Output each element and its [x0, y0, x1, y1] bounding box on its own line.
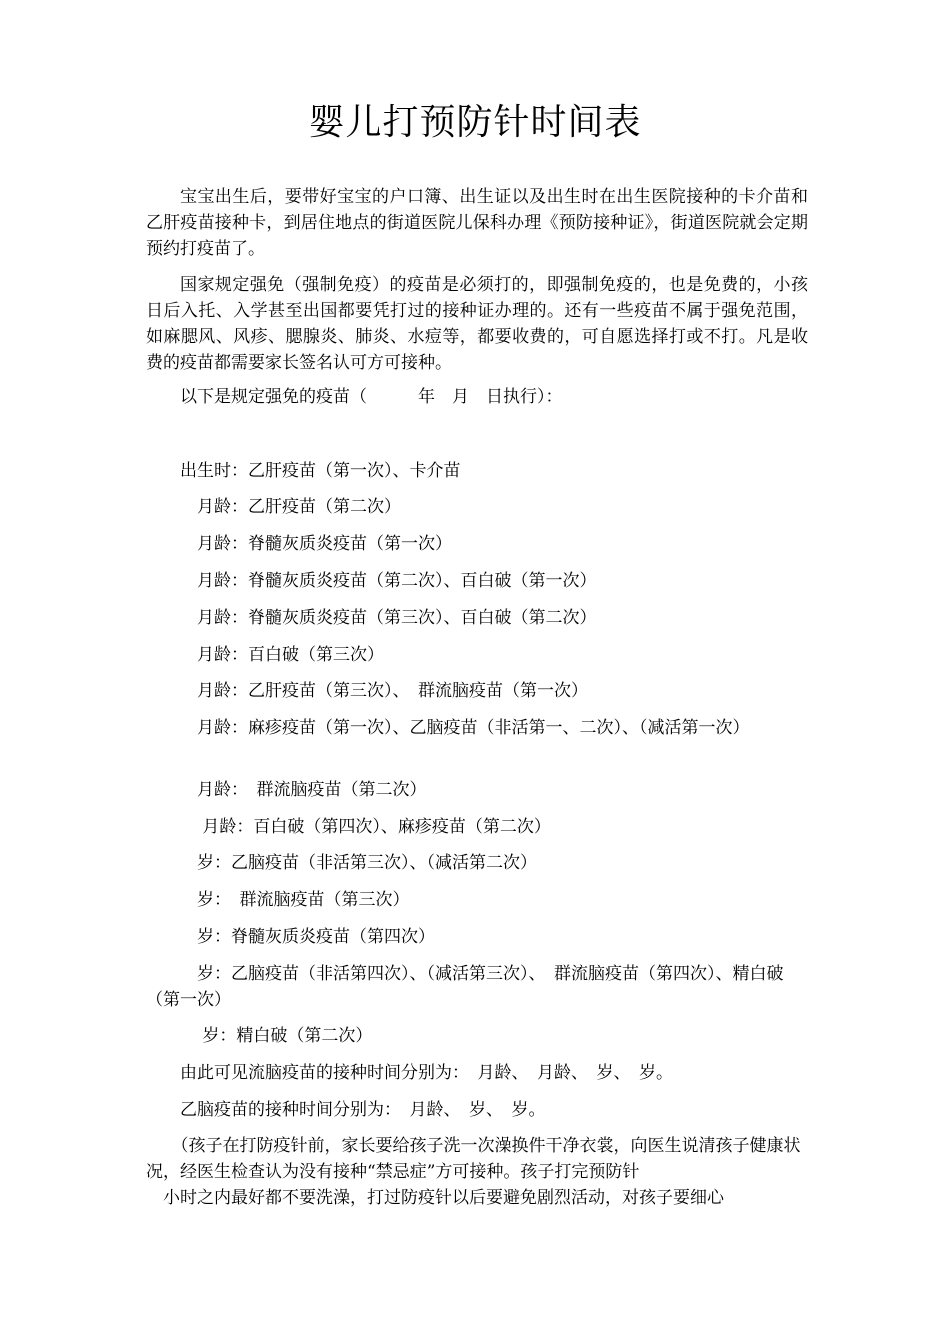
- note-paragraph: （孩子在打防疫针前，家长要给孩子洗一次澡换件干净衣裳，向医生说清孩子健康状况，经医生检查认为没有接种“禁忌症”方可接种。孩子打完预防针: [146, 1136, 801, 1182]
- schedule-item: 岁： 群流脑疫苗（第三次）: [146, 890, 410, 910]
- schedule-item: 月龄：百白破（第四次）、麻疹疫苗（第二次）: [146, 817, 551, 837]
- schedule-item: 月龄： 群流脑疫苗（第二次）: [146, 780, 427, 800]
- schedule-item: 月龄：脊髓灰质炎疫苗（第二次）、百白破（第一次）: [146, 571, 597, 591]
- schedule-item: 出生时：乙肝疫苗（第一次）、卡介苗: [146, 461, 461, 481]
- schedule-item: 岁：乙脑疫苗（非活第三次）、（减活第二次）: [146, 853, 537, 873]
- intro-line: 以下是规定强免的疫苗（ 年 月 日执行）：: [146, 387, 563, 407]
- schedule-item: 月龄：麻疹疫苗（第一次）、乙脑疫苗（非活第一、二次）、（减活第一次）: [146, 718, 750, 738]
- schedule-item: 月龄：脊髓灰质炎疫苗（第一次）: [146, 534, 452, 554]
- paragraph-registration: 宝宝出生后，要带好宝宝的户口簿、出生证以及出生时在出生医院接种的卡介苗和乙肝疫苗接种卡，到居住地点的街道医院儿保科办理《预防接种证》，街道医院就会定期预约打疫苗了。: [146, 187, 808, 259]
- summary-meningitis: 由此可见流脑疫苗的接种时间分别为： 月龄、 月龄、 岁、 岁。: [146, 1063, 673, 1083]
- schedule-item: 月龄：脊髓灰质炎疫苗（第三次）、百白破（第二次）: [146, 608, 597, 628]
- schedule-item: 岁：精白破（第二次）: [146, 1026, 373, 1046]
- paragraph-mandatory-vaccines: 国家规定强免（强制免疫）的疫苗是必须打的，即强制免疫的，也是免费的，小孩日后入托、入学甚至出国都要凭打过的接种证办理的。还有一些疫苗不属于强免范围，如麻腮风、风疹、腮腺炎、肺炎、水痘等，都要收费的，可自愿选择打或不打。凡是收费的疫苗都需要家长签名认可方可接种。: [146, 275, 808, 373]
- schedule-item: 月龄：百白破（第三次）: [146, 645, 384, 665]
- note-paragraph-continued: 小时之内最好都不要洗澡，打过防疫针以后要避免剧烈活动，对孩子要细心: [146, 1188, 724, 1208]
- schedule-item: 岁：乙脑疫苗（非活第四次）、（减活第三次）、 群流脑疫苗（第四次）、精白破（第一次）: [146, 964, 784, 1010]
- summary-encephalitis: 乙脑疫苗的接种时间分别为： 月龄、 岁、 岁。: [146, 1100, 546, 1120]
- schedule-item: 月龄：乙肝疫苗（第三次）、 群流脑疫苗（第一次）: [146, 681, 588, 701]
- page-title: 婴儿打预防针时间表: [308, 102, 642, 143]
- schedule-item: 月龄：乙肝疫苗（第二次）: [146, 497, 401, 517]
- schedule-item: 岁：脊髓灰质炎疫苗（第四次）: [146, 927, 435, 947]
